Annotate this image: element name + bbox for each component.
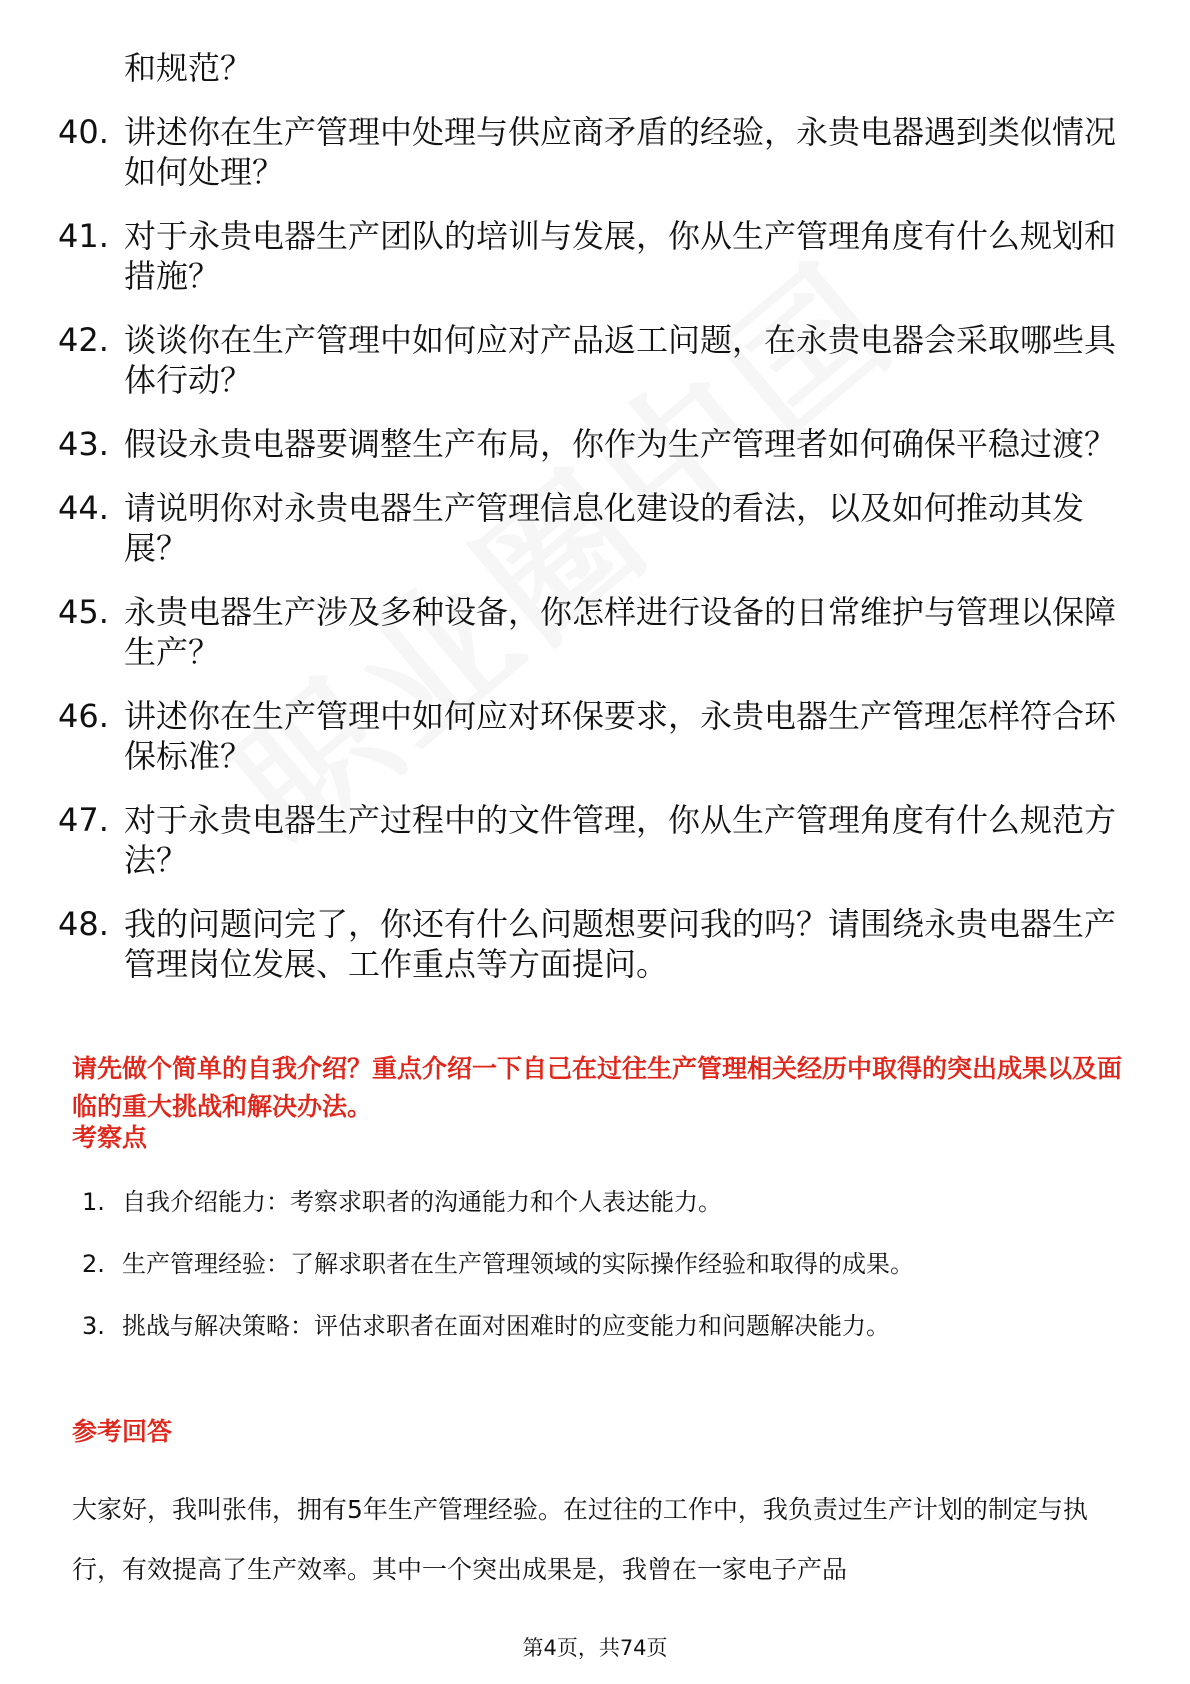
question-item [58, 424, 1128, 464]
question-number: 43. [58, 425, 109, 463]
question-item [58, 800, 1128, 880]
page-indicator: 第4页，共74页 [522, 1636, 668, 1660]
focus-question: 请先做个简单的自我介绍？重点介绍一下自己在过往生产管理相关经历中取得的突出成果以及面临的重大挑战和解决办法。 [72, 1054, 1123, 1121]
assessment-text: 生产管理经验：了解求职者在生产管理领域的实际操作经验和取得的成果。 [122, 1250, 914, 1278]
question-number: 46. [58, 697, 109, 735]
question-item [58, 216, 1128, 296]
assessment-item [82, 1185, 1122, 1219]
question-item [58, 112, 1128, 192]
question-text: 假设永贵电器要调整生产布局，你作为生产管理者如何确保平稳过渡？ [124, 425, 1117, 463]
question-text: 讲述你在生产管理中如何应对环保要求，永贵电器生产管理怎样符合环保标准？ [124, 697, 1117, 775]
question-item [58, 696, 1128, 776]
question-item [58, 904, 1128, 984]
assessment-text: 挑战与解决策略：评估求职者在面对困难时的应变能力和问题解决能力。 [122, 1312, 890, 1340]
assessment-number: 2. [82, 1250, 105, 1278]
question-list [58, 48, 1128, 1008]
assessment-item [82, 1247, 1122, 1281]
question-number: 40. [58, 113, 109, 151]
assessment-list [82, 1185, 1122, 1371]
question-text: 对于永贵电器生产过程中的文件管理，你从生产管理角度有什么规范方法？ [124, 801, 1117, 879]
question-text: 请说明你对永贵电器生产管理信息化建设的看法，以及如何推动其发展？ [124, 489, 1085, 567]
assessment-text: 自我介绍能力：考察求职者的沟通能力和个人表达能力。 [122, 1188, 722, 1216]
reference-title: 参考回答 [72, 1417, 173, 1446]
question-number: 48. [58, 905, 109, 943]
question-item [58, 48, 1128, 88]
assessment-number: 3. [82, 1312, 105, 1340]
question-number: 45. [58, 593, 109, 631]
question-number: 47. [58, 801, 109, 839]
question-text: 对于永贵电器生产团队的培训与发展，你从生产管理角度有什么规划和措施？ [124, 217, 1117, 295]
question-number: 44. [58, 489, 109, 527]
assessment-item [82, 1309, 1122, 1343]
question-text: 谈谈你在生产管理中如何应对产品返工问题，在永贵电器会采取哪些具体行动？ [124, 321, 1117, 399]
reference-answer: 大家好，我叫张伟，拥有5年生产管理经验。在过往的工作中，我负责过生产计划的制定与执行，有效提高了生产效率。其中一个突出成果是，我曾在一家电子产品 [72, 1495, 1088, 1584]
question-text: 我的问题问完了，你还有什么问题想要问我的吗？请围绕永贵电器生产管理岗位发展、工作重点等方面提问。 [124, 905, 1117, 983]
question-item [58, 488, 1128, 568]
assessment-title: 考察点 [72, 1123, 148, 1152]
assessment-number: 1. [82, 1188, 105, 1216]
question-text: 永贵电器生产涉及多种设备，你怎样进行设备的日常维护与管理以保障生产？ [124, 593, 1117, 671]
question-number: 41. [58, 217, 109, 255]
question-text: 讲述你在生产管理中处理与供应商矛盾的经验，永贵电器遇到类似情况如何处理？ [124, 113, 1117, 191]
question-text: 和规范？ [124, 49, 253, 87]
question-item [58, 320, 1128, 400]
question-item [58, 592, 1128, 672]
question-number: 42. [58, 321, 109, 359]
